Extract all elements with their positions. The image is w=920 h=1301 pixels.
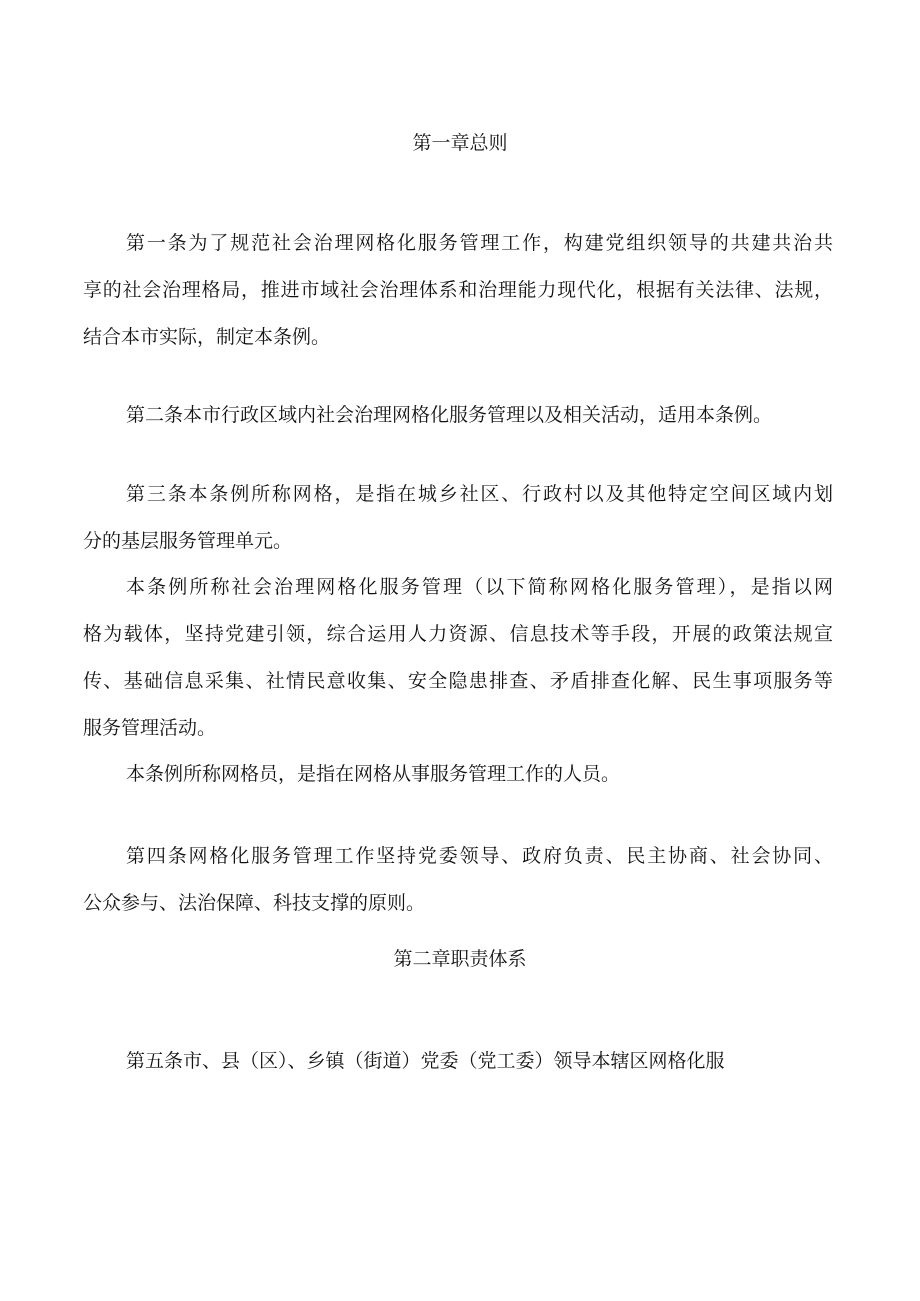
article-4-line-1: 第四条网格化服务管理工作坚持党委领导、政府负责、民主协商、社会协同、 bbox=[126, 845, 833, 867]
chapter-1-title: 第一章总则 bbox=[412, 132, 508, 154]
article-3-para-2-line-4: 服务管理活动。 bbox=[83, 717, 217, 739]
article-1-line-1: 第一条为了规范社会治理网格化服务管理工作，构建党组织领导的共建共治共 bbox=[126, 232, 833, 254]
article-3-para-2-line-2: 格为载体，坚持党建引领，综合运用人力资源、信息技术等手段，开展的政策法规宣 bbox=[83, 623, 833, 645]
article-3-para-3-line-1: 本条例所称网格员，是指在网格从事服务管理工作的人员。 bbox=[126, 763, 621, 785]
article-3-para-2-line-1: 本条例所称社会治理网格化服务管理（以下简称网格化服务管理），是指以网 bbox=[126, 576, 833, 598]
article-2-line-1: 第二条本市行政区域内社会治理网格化服务管理以及相关活动，适用本条例。 bbox=[126, 404, 773, 426]
article-3-line-1: 第三条本条例所称网格，是指在城乡社区、行政村以及其他特定空间区域内划 bbox=[126, 483, 833, 505]
article-1-line-3: 结合本市实际，制定本条例。 bbox=[83, 326, 331, 348]
article-4-line-2: 公众参与、法治保障、科技支撑的原则。 bbox=[83, 892, 426, 914]
article-5-line-1: 第五条市、县（区）、乡镇（街道）党委（党工委）领导本辖区网格化服 bbox=[126, 1050, 725, 1072]
article-1-line-2: 享的社会治理格局，推进市域社会治理体系和治理能力现代化，根据有关法律、法规， bbox=[83, 279, 833, 301]
article-3-line-2: 分的基层服务管理单元。 bbox=[83, 530, 293, 552]
article-3-para-2-line-3: 传、基础信息采集、社情民意收集、安全隐患排查、矛盾排查化解、民生事项服务等 bbox=[83, 670, 833, 692]
chapter-2-title: 第二章职责体系 bbox=[393, 948, 527, 970]
